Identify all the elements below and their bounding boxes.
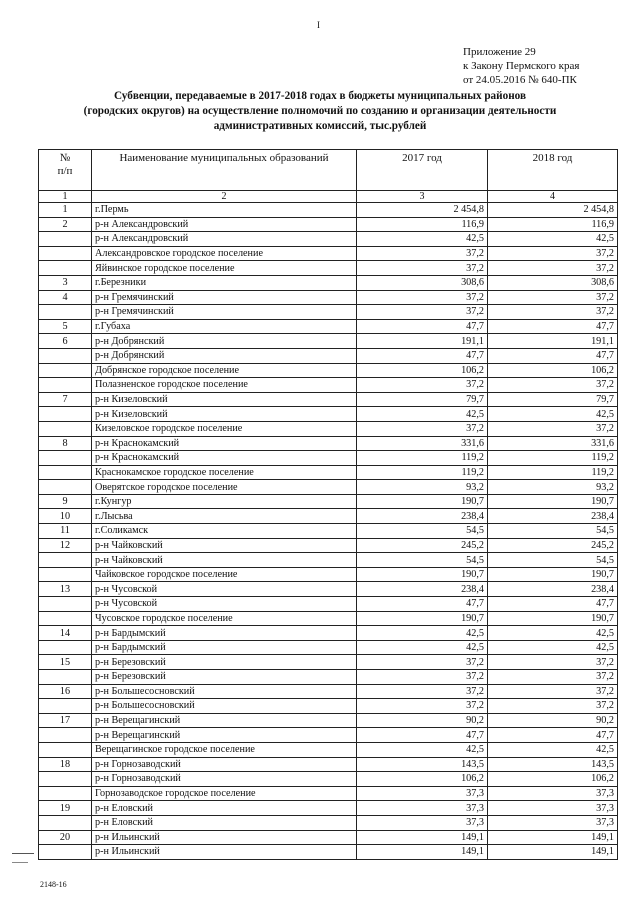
row-number-cell [39, 421, 92, 436]
row-number-cell: 15 [39, 655, 92, 670]
row-2017-cell: 106,2 [357, 772, 488, 787]
row-2018-cell: 37,2 [488, 246, 618, 261]
row-2017-cell: 143,5 [357, 757, 488, 772]
row-name-cell: р-н Бардымский [92, 626, 357, 641]
row-number-cell [39, 742, 92, 757]
row-2017-cell: 116,9 [357, 217, 488, 232]
row-name-cell: р-н Горнозаводский [92, 772, 357, 787]
row-name-cell: р-н Горнозаводский [92, 757, 357, 772]
row-number-cell [39, 553, 92, 568]
row-2017-cell: 42,5 [357, 407, 488, 422]
row-number-cell: 18 [39, 757, 92, 772]
row-2017-cell: 37,2 [357, 421, 488, 436]
table-row [39, 275, 618, 290]
row-2017-cell: 37,2 [357, 378, 488, 393]
row-number-cell [39, 378, 92, 393]
row-name-cell: р-н Ильинский [92, 830, 357, 845]
row-2018-cell: 191,1 [488, 334, 618, 349]
row-2018-cell: 190,7 [488, 494, 618, 509]
row-number-cell [39, 611, 92, 626]
appendix-line-2: к Закону Пермского края [463, 60, 580, 72]
row-2018-cell: 54,5 [488, 553, 618, 568]
header-number [39, 150, 92, 191]
subventions-table [38, 149, 618, 860]
row-number-cell: 16 [39, 684, 92, 699]
row-name-cell: р-н Александровский [92, 232, 357, 247]
row-2018-cell: 238,4 [488, 509, 618, 524]
table-row [39, 611, 618, 626]
table-row [39, 524, 618, 539]
row-2018-cell: 37,2 [488, 290, 618, 305]
row-number-cell [39, 699, 92, 714]
row-number-cell: 1 [39, 203, 92, 218]
table-row [39, 597, 618, 612]
table-row [39, 655, 618, 670]
table-row [39, 626, 618, 641]
row-name-cell: р-н Березовский [92, 670, 357, 685]
table-row [39, 348, 618, 363]
table-row [39, 290, 618, 305]
row-2017-cell: 37,3 [357, 815, 488, 830]
table-row [39, 728, 618, 743]
row-2017-cell: 190,7 [357, 567, 488, 582]
table-row [39, 217, 618, 232]
table-row [39, 232, 618, 247]
table-row [39, 845, 618, 860]
row-number-cell [39, 261, 92, 276]
row-2018-cell: 42,5 [488, 232, 618, 247]
row-2018-cell: 47,7 [488, 728, 618, 743]
row-2018-cell: 190,7 [488, 567, 618, 582]
row-name-cell: Чусовское городское поселение [92, 611, 357, 626]
row-2017-cell: 191,1 [357, 334, 488, 349]
row-2017-cell: 37,2 [357, 684, 488, 699]
row-2018-cell: 37,2 [488, 421, 618, 436]
row-2018-cell: 238,4 [488, 582, 618, 597]
row-2018-cell: 106,2 [488, 363, 618, 378]
row-number-cell [39, 640, 92, 655]
row-number-cell: 10 [39, 509, 92, 524]
table-row [39, 436, 618, 451]
column-number: 1 [39, 191, 92, 203]
row-2017-cell: 47,7 [357, 319, 488, 334]
document-title [30, 89, 610, 134]
row-number-cell: 11 [39, 524, 92, 539]
row-2018-cell: 47,7 [488, 597, 618, 612]
table-row [39, 305, 618, 320]
row-name-cell: Оверятское городское поселение [92, 480, 357, 495]
row-number-cell [39, 772, 92, 787]
row-2017-cell: 37,2 [357, 246, 488, 261]
row-2018-cell: 37,2 [488, 670, 618, 685]
row-2018-cell: 143,5 [488, 757, 618, 772]
row-2017-cell: 106,2 [357, 363, 488, 378]
row-2017-cell: 93,2 [357, 480, 488, 495]
row-2018-cell: 2 454,8 [488, 203, 618, 218]
row-number-cell [39, 465, 92, 480]
row-name-cell: р-н Кизеловский [92, 407, 357, 422]
row-number-cell: 12 [39, 538, 92, 553]
row-name-cell: г.Губаха [92, 319, 357, 334]
row-number-cell: 7 [39, 392, 92, 407]
title-line-2: (городских округов) на осуществление полномочий по созданию и организации деятельности [83, 105, 557, 117]
header-2018: 2018 год [488, 150, 618, 191]
table-row [39, 640, 618, 655]
row-number-cell [39, 597, 92, 612]
column-number: 4 [488, 191, 618, 203]
row-number-cell [39, 728, 92, 743]
row-2017-cell: 37,2 [357, 655, 488, 670]
row-2018-cell: 37,3 [488, 786, 618, 801]
row-name-cell: р-н Ильинский [92, 845, 357, 860]
table-row [39, 684, 618, 699]
row-name-cell: р-н Еловский [92, 815, 357, 830]
column-number: 2 [92, 191, 357, 203]
row-number-cell [39, 670, 92, 685]
row-2017-cell: 90,2 [357, 713, 488, 728]
table-row [39, 421, 618, 436]
row-number-cell: 20 [39, 830, 92, 845]
row-number-cell [39, 567, 92, 582]
row-name-cell: Горнозаводское городское поселение [92, 786, 357, 801]
header-name: Наименование муниципальных образований [92, 150, 357, 191]
row-name-cell: р-н Александровский [92, 217, 357, 232]
row-2018-cell: 37,2 [488, 305, 618, 320]
row-2018-cell: 245,2 [488, 538, 618, 553]
row-2018-cell: 37,2 [488, 684, 618, 699]
row-number-cell: 19 [39, 801, 92, 816]
row-2017-cell: 119,2 [357, 451, 488, 466]
row-2017-cell: 2 454,8 [357, 203, 488, 218]
row-name-cell: р-н Добрянский [92, 334, 357, 349]
row-2017-cell: 42,5 [357, 640, 488, 655]
table-row [39, 830, 618, 845]
row-2017-cell: 79,7 [357, 392, 488, 407]
row-name-cell: г.Березники [92, 275, 357, 290]
row-number-cell [39, 845, 92, 860]
row-2018-cell: 37,3 [488, 815, 618, 830]
row-2018-cell: 331,6 [488, 436, 618, 451]
page-mark: I [317, 20, 320, 30]
row-name-cell: р-н Краснокамский [92, 451, 357, 466]
row-name-cell: Александровское городское поселение [92, 246, 357, 261]
row-number-cell [39, 305, 92, 320]
table-header-row [39, 150, 618, 191]
row-2017-cell: 47,7 [357, 597, 488, 612]
row-number-cell: 13 [39, 582, 92, 597]
row-2018-cell: 37,2 [488, 378, 618, 393]
column-numbers-row [39, 191, 618, 203]
row-number-cell: 9 [39, 494, 92, 509]
row-2017-cell: 54,5 [357, 553, 488, 568]
row-number-cell: 14 [39, 626, 92, 641]
row-2017-cell: 42,5 [357, 742, 488, 757]
row-name-cell: Яйвинское городское поселение [92, 261, 357, 276]
row-name-cell: р-н Большесосновский [92, 699, 357, 714]
table-row [39, 553, 618, 568]
row-name-cell: г.Пермь [92, 203, 357, 218]
appendix-line-1: Приложение 29 [463, 46, 536, 58]
row-name-cell: г.Лысьва [92, 509, 357, 524]
title-line-3: административных комиссий, тыс.рублей [213, 120, 427, 132]
table-row [39, 407, 618, 422]
row-2018-cell: 308,6 [488, 275, 618, 290]
appendix-block [463, 45, 579, 87]
row-2018-cell: 79,7 [488, 392, 618, 407]
row-2017-cell: 42,5 [357, 232, 488, 247]
row-number-cell [39, 407, 92, 422]
row-number-cell: 5 [39, 319, 92, 334]
row-number-cell: 2 [39, 217, 92, 232]
row-2017-cell: 190,7 [357, 611, 488, 626]
table-row [39, 261, 618, 276]
row-2018-cell: 149,1 [488, 830, 618, 845]
table-row [39, 815, 618, 830]
row-2018-cell: 93,2 [488, 480, 618, 495]
row-2018-cell: 190,7 [488, 611, 618, 626]
row-number-cell: 8 [39, 436, 92, 451]
row-number-cell: 3 [39, 275, 92, 290]
row-2018-cell: 37,2 [488, 699, 618, 714]
row-name-cell: р-н Гремячинский [92, 290, 357, 305]
row-number-cell [39, 451, 92, 466]
row-2017-cell: 42,5 [357, 626, 488, 641]
row-name-cell: Чайковское городское поселение [92, 567, 357, 582]
row-name-cell: р-н Березовский [92, 655, 357, 670]
row-number-cell [39, 815, 92, 830]
row-number-cell [39, 246, 92, 261]
row-name-cell: р-н Чусовской [92, 582, 357, 597]
row-2018-cell: 47,7 [488, 348, 618, 363]
row-name-cell: г.Соликамск [92, 524, 357, 539]
column-number: 3 [357, 191, 488, 203]
row-2018-cell: 116,9 [488, 217, 618, 232]
table-row [39, 378, 618, 393]
table-row [39, 772, 618, 787]
row-2018-cell: 47,7 [488, 319, 618, 334]
row-number-cell [39, 480, 92, 495]
row-name-cell: Добрянское городское поселение [92, 363, 357, 378]
row-name-cell: р-н Добрянский [92, 348, 357, 363]
row-2018-cell: 149,1 [488, 845, 618, 860]
table-row [39, 334, 618, 349]
row-name-cell: р-н Верещагинский [92, 713, 357, 728]
row-name-cell: Полазненское городское поселение [92, 378, 357, 393]
row-2017-cell: 238,4 [357, 582, 488, 597]
table-row [39, 742, 618, 757]
row-name-cell: р-н Бардымский [92, 640, 357, 655]
row-2017-cell: 37,2 [357, 699, 488, 714]
row-name-cell: р-н Чайковский [92, 538, 357, 553]
row-name-cell: р-н Гремячинский [92, 305, 357, 320]
table-row [39, 801, 618, 816]
table-row [39, 670, 618, 685]
margin-mark [12, 862, 28, 863]
table-row [39, 509, 618, 524]
table-row [39, 757, 618, 772]
row-2017-cell: 47,7 [357, 348, 488, 363]
row-2017-cell: 47,7 [357, 728, 488, 743]
table-row [39, 567, 618, 582]
row-name-cell: р-н Верещагинский [92, 728, 357, 743]
row-number-cell [39, 348, 92, 363]
table-row [39, 246, 618, 261]
title-line-1: Субвенции, передаваемые в 2017-2018 годах в бюджеты муниципальных районов [114, 90, 526, 102]
row-2017-cell: 238,4 [357, 509, 488, 524]
row-name-cell: г.Кунгур [92, 494, 357, 509]
row-2017-cell: 54,5 [357, 524, 488, 539]
row-2018-cell: 42,5 [488, 640, 618, 655]
row-2017-cell: 37,2 [357, 670, 488, 685]
margin-mark [12, 853, 34, 854]
appendix-line-3: от 24.05.2016 № 640-ПК [463, 74, 577, 86]
table-row [39, 392, 618, 407]
row-2017-cell: 149,1 [357, 845, 488, 860]
table-row [39, 465, 618, 480]
footer-code: 2148-16 [40, 880, 67, 889]
row-2018-cell: 54,5 [488, 524, 618, 539]
row-2018-cell: 42,5 [488, 626, 618, 641]
header-number-line-2: п/п [57, 165, 73, 177]
row-number-cell [39, 786, 92, 801]
table-row [39, 713, 618, 728]
row-2018-cell: 42,5 [488, 742, 618, 757]
row-number-cell: 17 [39, 713, 92, 728]
row-number-cell: 4 [39, 290, 92, 305]
row-name-cell: р-н Краснокамский [92, 436, 357, 451]
table-row [39, 786, 618, 801]
row-2017-cell: 37,3 [357, 786, 488, 801]
row-2017-cell: 37,3 [357, 801, 488, 816]
table-row [39, 319, 618, 334]
row-2017-cell: 331,6 [357, 436, 488, 451]
row-number-cell: 6 [39, 334, 92, 349]
row-name-cell: Краснокамское городское поселение [92, 465, 357, 480]
table-row [39, 363, 618, 378]
row-name-cell: р-н Еловский [92, 801, 357, 816]
row-2018-cell: 119,2 [488, 451, 618, 466]
table-row [39, 538, 618, 553]
row-2017-cell: 190,7 [357, 494, 488, 509]
table-row [39, 480, 618, 495]
row-2018-cell: 119,2 [488, 465, 618, 480]
row-2017-cell: 245,2 [357, 538, 488, 553]
table-row [39, 582, 618, 597]
table-row [39, 494, 618, 509]
row-2018-cell: 90,2 [488, 713, 618, 728]
row-2018-cell: 37,2 [488, 655, 618, 670]
row-2018-cell: 37,2 [488, 261, 618, 276]
row-2017-cell: 37,2 [357, 290, 488, 305]
row-2017-cell: 37,2 [357, 305, 488, 320]
row-number-cell [39, 363, 92, 378]
header-2017: 2017 год [357, 150, 488, 191]
table-row [39, 699, 618, 714]
row-2018-cell: 42,5 [488, 407, 618, 422]
row-name-cell: р-н Чайковский [92, 553, 357, 568]
row-2017-cell: 149,1 [357, 830, 488, 845]
row-name-cell: р-н Чусовской [92, 597, 357, 612]
row-name-cell: р-н Большесосновский [92, 684, 357, 699]
table-row [39, 451, 618, 466]
row-2017-cell: 308,6 [357, 275, 488, 290]
row-2018-cell: 106,2 [488, 772, 618, 787]
row-2017-cell: 119,2 [357, 465, 488, 480]
row-name-cell: р-н Кизеловский [92, 392, 357, 407]
row-number-cell [39, 232, 92, 247]
row-name-cell: Верещагинское городское поселение [92, 742, 357, 757]
row-2018-cell: 37,3 [488, 801, 618, 816]
row-2017-cell: 37,2 [357, 261, 488, 276]
row-name-cell: Кизеловское городское поселение [92, 421, 357, 436]
table-row [39, 203, 618, 218]
header-number-line-1: № [59, 152, 71, 164]
